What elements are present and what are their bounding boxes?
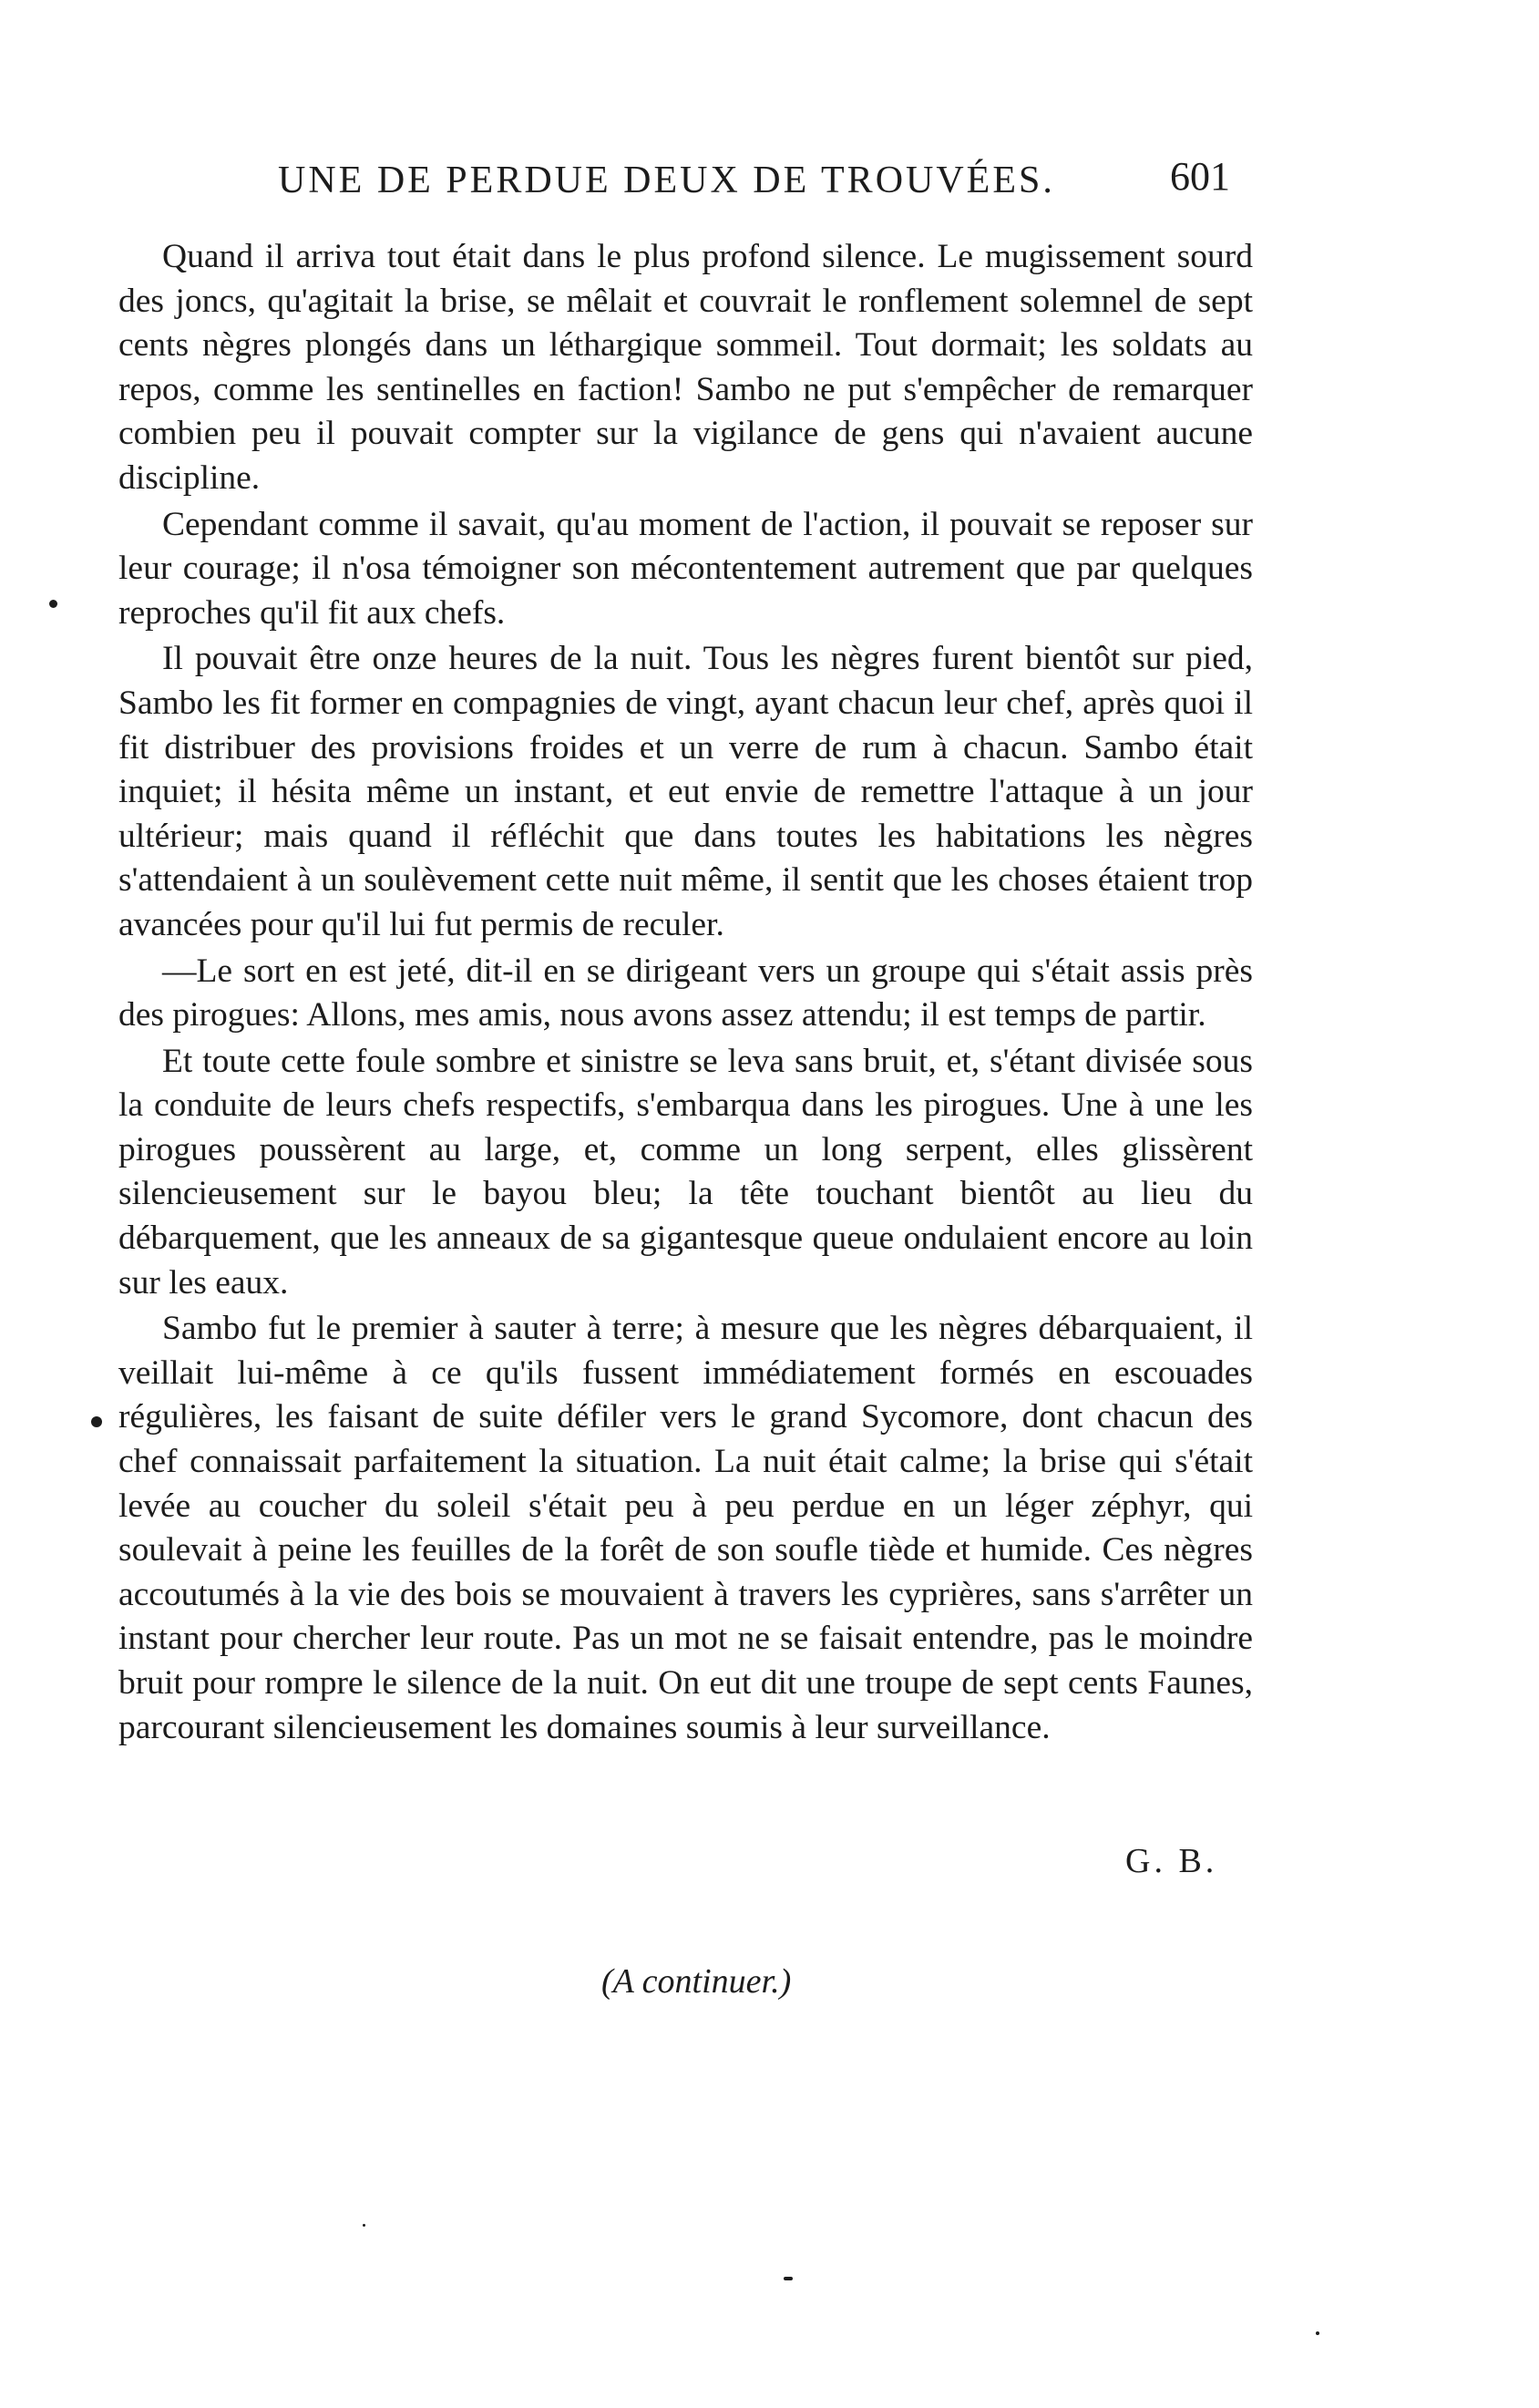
- paragraph: Cependant comme il savait, qu'au moment de l'action, il pouvait se reposer sur leur courage; il n'osa témoigner son mécontentement autrement que par quelques reproches qu'il fit aux chefs.: [118, 505, 1253, 632]
- paragraph: Sambo fut le premier à sauter à terre; à mesure que les nègres débarquaient, il veillait lui-même à ce qu'ils fussent immédiatement formés en escouades régulières, les faisant de suite défiler vers le grand Sycomore, dont chacun des chef connaissait parfaitement la situation. La nuit était calme; la brise qui s'était levée au coucher du soleil s'était peu à peu perdue en un léger zéphyr, qui soulevait à peine les feuilles de la forêt de son soufle tiède et humide. Ces nègres accoutumés à la vie des bois se mouvaient à travers les cyprières, sans s'arrêter un instant pour chercher leur route. Pas un mot ne se faisait entendre, pas le moindre bruit pour rompre le silence de la nuit. On eut dit une troupe de sept cents Faunes, parcourant silencieusement les domaines soumis à leur surveillance.: [118, 1310, 1253, 1746]
- page-speck: [784, 2277, 793, 2280]
- author-signature: G. B.: [1125, 1842, 1218, 1880]
- margin-mark: [91, 1416, 102, 1427]
- page-number: 601: [1170, 154, 1230, 199]
- paragraph: Il pouvait être onze heures de la nuit. Tous les nègres furent bientôt sur pied, Sambo les fit former en compagnies de vingt, ayant chacun leur chef, après quoi il fit distribuer des provisions froides et un verre de rum à chacun. Sambo était inquiet; il hésita même un instant, et eut envie de remettre l'attaque à un jour ultérieur; mais quand il réfléchit que dans toutes les habitations les nègres s'attendaient à un soulèvement cette nuit même, il sentit que les choses étaient trop avancées pour qu'il lui fut permis de reculer.: [118, 640, 1253, 943]
- page-header: [118, 153, 1230, 208]
- paragraph: Quand il arriva tout était dans le plus profond silence. Le mugissement sourd des joncs, qu'agitait la brise, se mêlait et couvrait le ronflement solemnel de sept cents nègres plongés dans un léthargique sommeil. Tout dormait; les soldats au repos, comme les sentinelles en faction! Sambo ne put s'empêcher de remarquer combien peu il pouvait compter sur la vigilance de gens qui n'avaient aucune discipline.: [118, 238, 1253, 497]
- paragraph: —Le sort en est jeté, dit-il en se dirigeant vers un groupe qui s'était assis près des pirogues: Allons, mes amis, nous avons assez attendu; il est temps de partir.: [118, 952, 1253, 1034]
- continuation-note: (A continuer.): [601, 1962, 792, 2001]
- margin-mark: [49, 600, 57, 608]
- page-speck: [1316, 2331, 1319, 2335]
- running-title: UNE DE PERDUE DEUX DE TROUVÉES.: [278, 160, 1055, 201]
- body-text: [118, 235, 1253, 1752]
- page-speck: [363, 2224, 365, 2227]
- paragraph: Et toute cette foule sombre et sinistre se leva sans bruit, et, s'étant divisée sous la conduite de leurs chefs respectifs, s'embarqua dans les pirogues. Une à une les pirogues poussèrent au large, et, comme un long serpent, elles glissèrent silencieusement sur le bayou bleu; la tête touchant bientôt au lieu du débarquement, que les anneaux de sa gigantesque queue ondulaient encore au loin sur les eaux.: [118, 1042, 1253, 1302]
